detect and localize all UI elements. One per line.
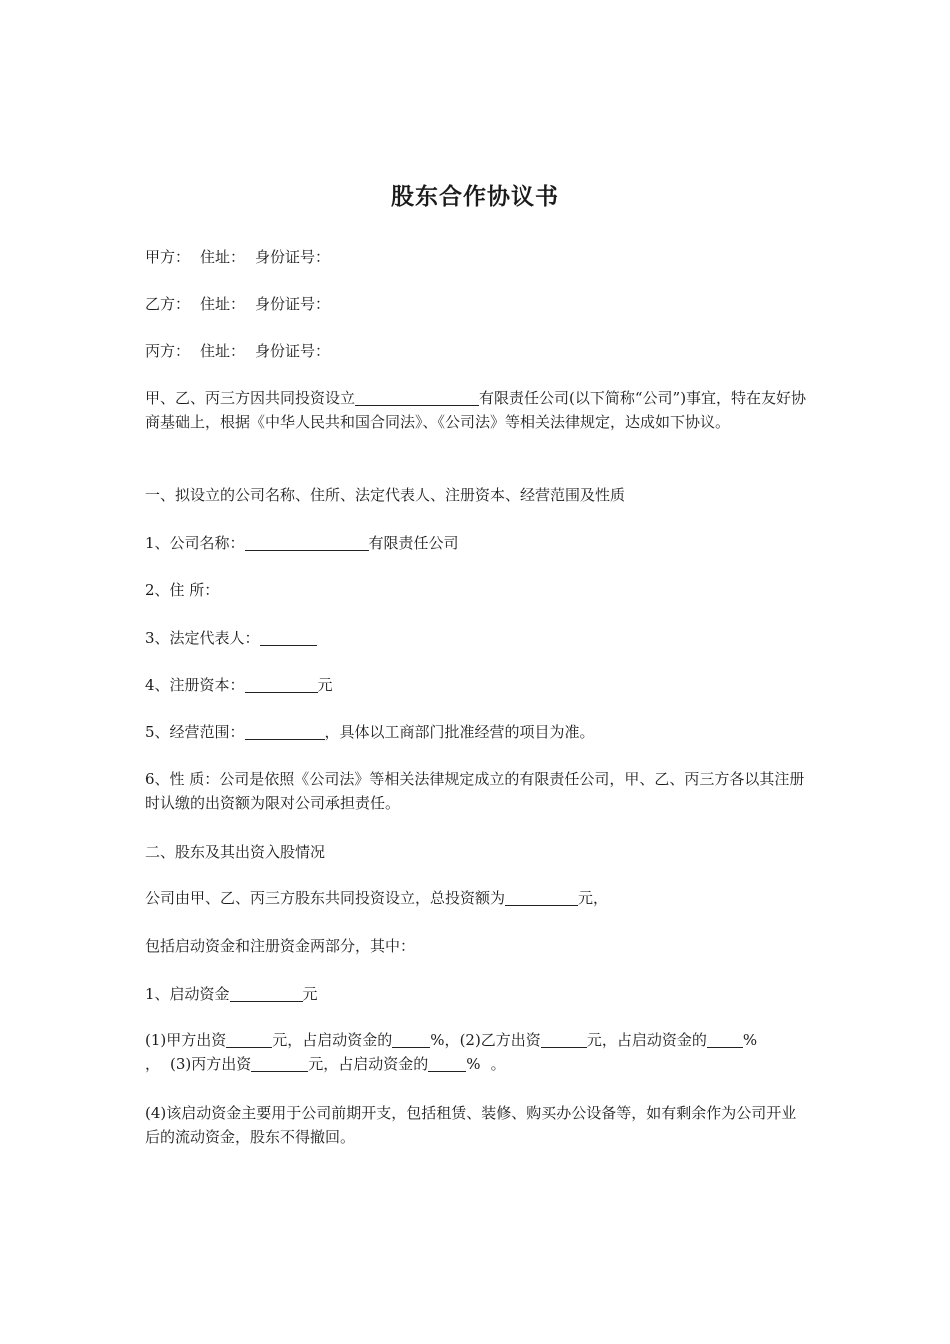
party-a-amount-blank bbox=[226, 1031, 272, 1048]
party-c-percent-blank bbox=[428, 1055, 466, 1072]
party-a-share-label: 占启动资金的 bbox=[302, 1031, 393, 1049]
business-scope-label: 5、经营范围： bbox=[145, 723, 245, 741]
party-b-percent-blank bbox=[707, 1031, 743, 1048]
company-name-label: 1、公司名称： bbox=[145, 534, 245, 552]
document-title: 股东合作协议书 bbox=[391, 183, 559, 210]
party-c-share-label: 占启动资金的 bbox=[338, 1055, 429, 1073]
startup-usage-paragraph: (4)该启动资金主要用于公司前期开支，包括租赁、装修、购买办公设备等，如有剩余作为公司开业后的流动资金，股东不得撤回。 bbox=[145, 1104, 797, 1146]
party-c-label: 丙方： bbox=[145, 342, 191, 360]
party-b-amount-blank bbox=[541, 1031, 587, 1048]
registered-capital-line bbox=[145, 673, 810, 697]
party-b-contribution-label: (2)乙方出资 bbox=[459, 1031, 541, 1049]
registered-capital-suffix: 元 bbox=[317, 676, 333, 694]
company-name-line bbox=[145, 531, 810, 555]
startup-fund-blank bbox=[230, 985, 303, 1002]
party-c-id-label: 身份证号： bbox=[255, 342, 331, 360]
business-scope-blank bbox=[245, 723, 325, 740]
section2-heading: 二、股东及其出资入股情况 bbox=[145, 843, 326, 861]
party-c-contribution-label: (3)丙方出资 bbox=[170, 1055, 252, 1073]
total-investment-line bbox=[145, 886, 810, 910]
total-investment-text: 公司由甲、乙、丙三方股东共同投资设立，总投资额为 bbox=[145, 889, 506, 907]
party-b-yuan: 元， bbox=[586, 1031, 617, 1049]
party-a-yuan: 元， bbox=[272, 1031, 303, 1049]
party-c-percent-sign: % bbox=[466, 1055, 481, 1073]
party-b-label: 乙方： bbox=[145, 295, 191, 313]
company-name-blank bbox=[355, 389, 479, 406]
total-investment-suffix: 元， bbox=[578, 889, 609, 907]
party-a-label: 甲方： bbox=[145, 248, 191, 266]
business-scope-suffix: ，具体以工商部门批准经营的项目为准。 bbox=[324, 723, 595, 741]
party-a-address-label: 住址： bbox=[200, 248, 246, 266]
party-a-percent-sign: % bbox=[430, 1031, 445, 1049]
company-nature-paragraph: 6、性 质：公司是依照《公司法》等相关法律规定成立的有限责任公司，甲、乙、丙三方各以其注册时认缴的出资额为限对公司承担责任。 bbox=[145, 770, 805, 812]
company-name-suffix: 有限责任公司 bbox=[368, 534, 459, 552]
company-name-field-blank bbox=[245, 534, 369, 551]
party-c-line bbox=[145, 339, 810, 363]
party-c-amount-blank bbox=[251, 1055, 308, 1072]
party-b-share-label: 占启动资金的 bbox=[616, 1031, 707, 1049]
party-b-line bbox=[145, 292, 810, 316]
intro-paragraph bbox=[145, 386, 810, 434]
party-a-percent-blank bbox=[392, 1031, 430, 1048]
contribution-line-2 bbox=[145, 1052, 810, 1076]
registered-capital-blank bbox=[245, 676, 318, 693]
total-investment-blank bbox=[505, 889, 578, 906]
section1-heading: 一、拟设立的公司名称、住所、法定代表人、注册资本、经营范围及性质 bbox=[145, 486, 626, 504]
party-b-id-label: 身份证号： bbox=[255, 295, 331, 313]
party-b-address-label: 住址： bbox=[200, 295, 246, 313]
address-line: 2、住 所： bbox=[145, 581, 220, 599]
party-a-id-label: 身份证号： bbox=[255, 248, 331, 266]
party-c-yuan: 元， bbox=[308, 1055, 339, 1073]
contribution-line-1 bbox=[145, 1028, 810, 1052]
startup-fund-label: 1、启动资金 bbox=[145, 985, 230, 1003]
legal-rep-label: 3、法定代表人： bbox=[145, 629, 260, 647]
party-b-percent-sign: % bbox=[742, 1031, 758, 1049]
party-a-contribution-label: (1)甲方出资 bbox=[145, 1031, 227, 1049]
party-a-separator: ， bbox=[444, 1031, 460, 1049]
composition-line: 包括启动资金和注册资金两部分，其中： bbox=[145, 937, 416, 955]
party-c-address-label: 住址： bbox=[200, 342, 246, 360]
business-scope-line bbox=[145, 720, 810, 744]
party-c-end: 。 bbox=[490, 1055, 506, 1073]
intro-text-a: 甲、乙、丙三方因共同投资设立 bbox=[145, 389, 356, 407]
startup-fund-suffix: 元 bbox=[302, 985, 318, 1003]
intro-text-b: 有限责任公司(以下简称“公司”)事宜，特在友好协商基础上，根据《中华人民共和国合同法》、《公司法》等相关法律规定，达成如下协议。 bbox=[145, 389, 807, 431]
registered-capital-label: 4、注册资本： bbox=[145, 676, 245, 694]
party-a-line bbox=[145, 245, 810, 269]
legal-rep-blank bbox=[260, 629, 317, 646]
startup-fund-line bbox=[145, 982, 810, 1006]
party-c-leading-comma: ， bbox=[145, 1055, 161, 1073]
legal-rep-line bbox=[145, 626, 810, 650]
